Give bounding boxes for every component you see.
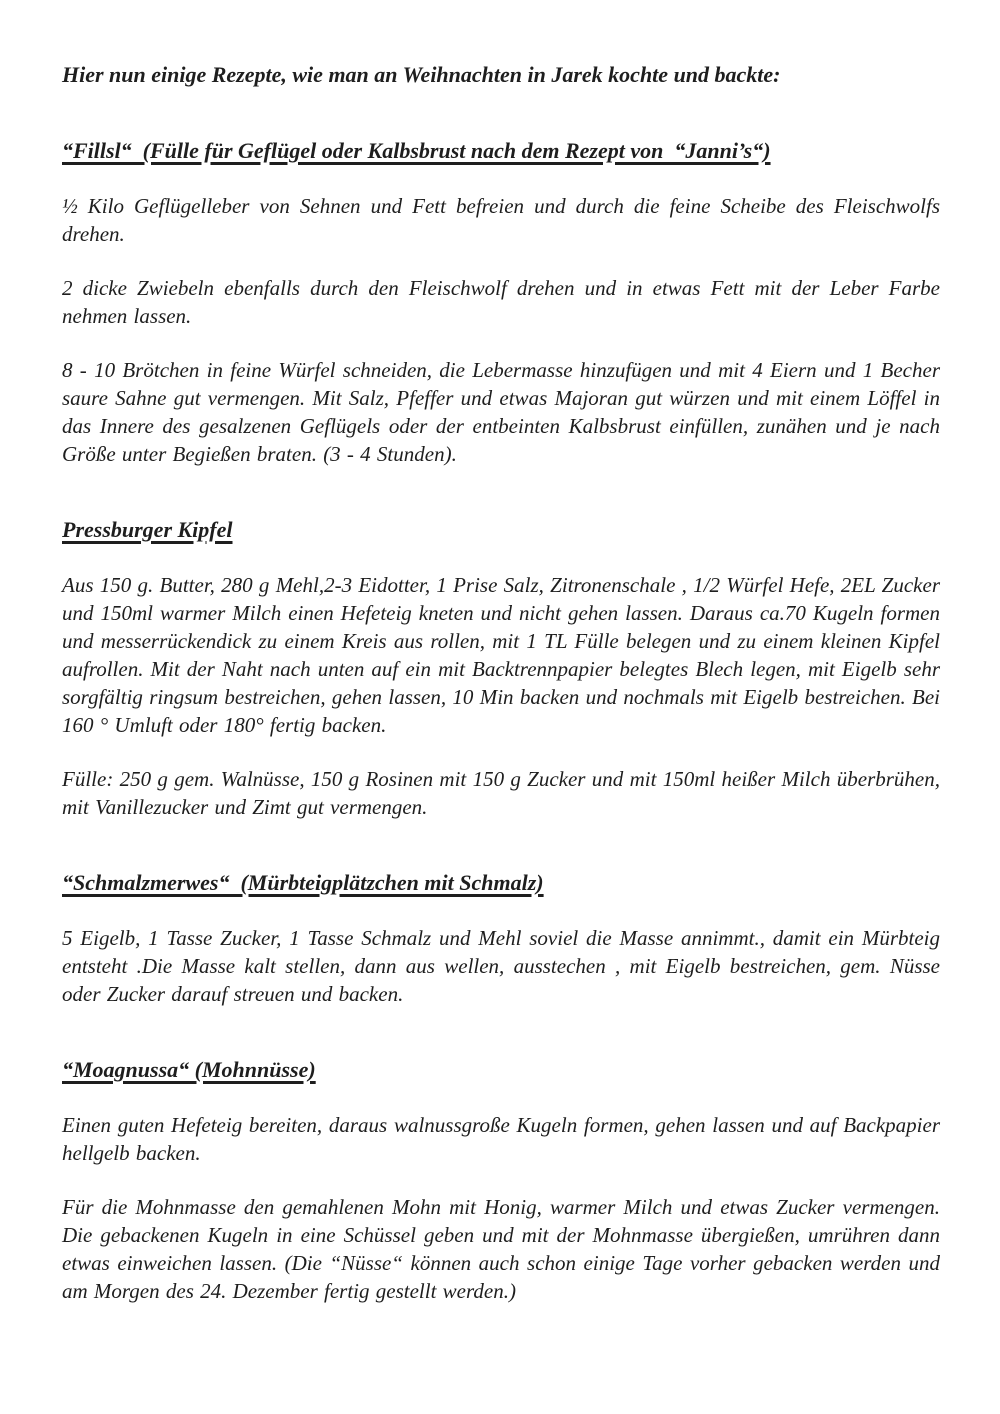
section-heading-pressburger-kipfel: Pressburger Kipfel [62,517,233,542]
page-title [62,61,940,89]
section-heading-moagnussa: “Moagnussa“ (Mohnnüsse) [62,1057,316,1082]
recipe-paragraph-schmalzmerwes-1: 5 Eigelb, 1 Tasse Zucker, 1 Tasse Schmalz und Mehl soviel die Masse annimmt., damit ein Mürbteig entsteht .Die Masse kalt stellen, dann aus wellen, ausstechen , mit Eigelb bestreichen, gem. Nüsse oder Zucker darauf streuen und backen. [62,926,940,1006]
recipe-paragraph-moagnussa-2: Für die Mohnmasse den gemahlenen Mohn mit Honig, warmer Milch und etwas Zucker vermengen. Die gebackenen Kugeln in eine Schüssel geben und mit der Mohnmasse übergießen, umrühren dann etwas einweichen lassen. (Die “Nüsse“ können auch schon einige Tage vorher gebacken werden und am Morgen des 24. Dezember fertig gestellt werden.) [62,1195,940,1303]
page-title-text: Hier nun einige Rezepte, wie man an Weihnachten in Jarek kochte und backte: [62,62,781,87]
section-heading-schmalzmerwes: “Schmalzmerwes“ (Mürbteigplätzchen mit Schmalz) [62,870,544,895]
recipe-paragraph-fillsl-2: 2 dicke Zwiebeln ebenfalls durch den Fleischwolf drehen und in etwas Fett mit der Leber Farbe nehmen lassen. [62,276,940,328]
section-heading-fillsl: “Fillsl“ (Fülle für Geflügel oder Kalbsbrust nach dem Rezept von “Janni’s“) [62,138,771,163]
recipe-paragraph-fillsl-1: ½ Kilo Geflügelleber von Sehnen und Fett befreien und durch die feine Scheibe des Fleischwolfs drehen. [62,194,940,246]
recipe-paragraph-kipfel-2: Fülle: 250 g gem. Walnüsse, 150 g Rosinen mit 150 g Zucker und mit 150ml heißer Milch überbrühen, mit Vanillezucker und Zimt gut vermengen. [62,767,940,819]
recipe-paragraph-fillsl-3: 8 - 10 Brötchen in feine Würfel schneiden, die Lebermasse hinzufügen und mit 4 Eiern und 1 Becher saure Sahne gut vermengen. Mit Salz, Pfeffer und etwas Majoran gut würzen und mit einem Löffel in das Innere des gesalzenen Geflügels oder der entbeinten Kalbsbrust einfüllen, zunähen und je nach Größe unter Begießen braten. (3 - 4 Stunden). [62,358,940,466]
recipe-paragraph-kipfel-1: Aus 150 g. Butter, 280 g Mehl,2-3 Eidotter, 1 Prise Salz, Zitronenschale , 1/2 Würfel Hefe, 2EL Zucker und 150ml warmer Milch einen Hefeteig kneten und nicht gehen lassen. Daraus ca.70 Kugeln formen und messerrückendick zu einem Kreis aus rollen, mit 1 TL Fülle belegen und zu einem kleinen Kipfel aufrollen. Mit der Naht nach unten auf ein mit Backtrennpapier belegtes Blech legen, mit Eigelb sehr sorgfältig ringsum bestreichen, gehen lassen, 10 Min backen und nochmals mit Eigelb bestreichen. Bei 160 ° Umluft oder 180° fertig backen. [62,573,940,737]
recipe-paragraph-moagnussa-1: Einen guten Hefeteig bereiten, daraus walnussgroße Kugeln formen, gehen lassen und auf Backpapier hellgelb backen. [62,1113,940,1165]
